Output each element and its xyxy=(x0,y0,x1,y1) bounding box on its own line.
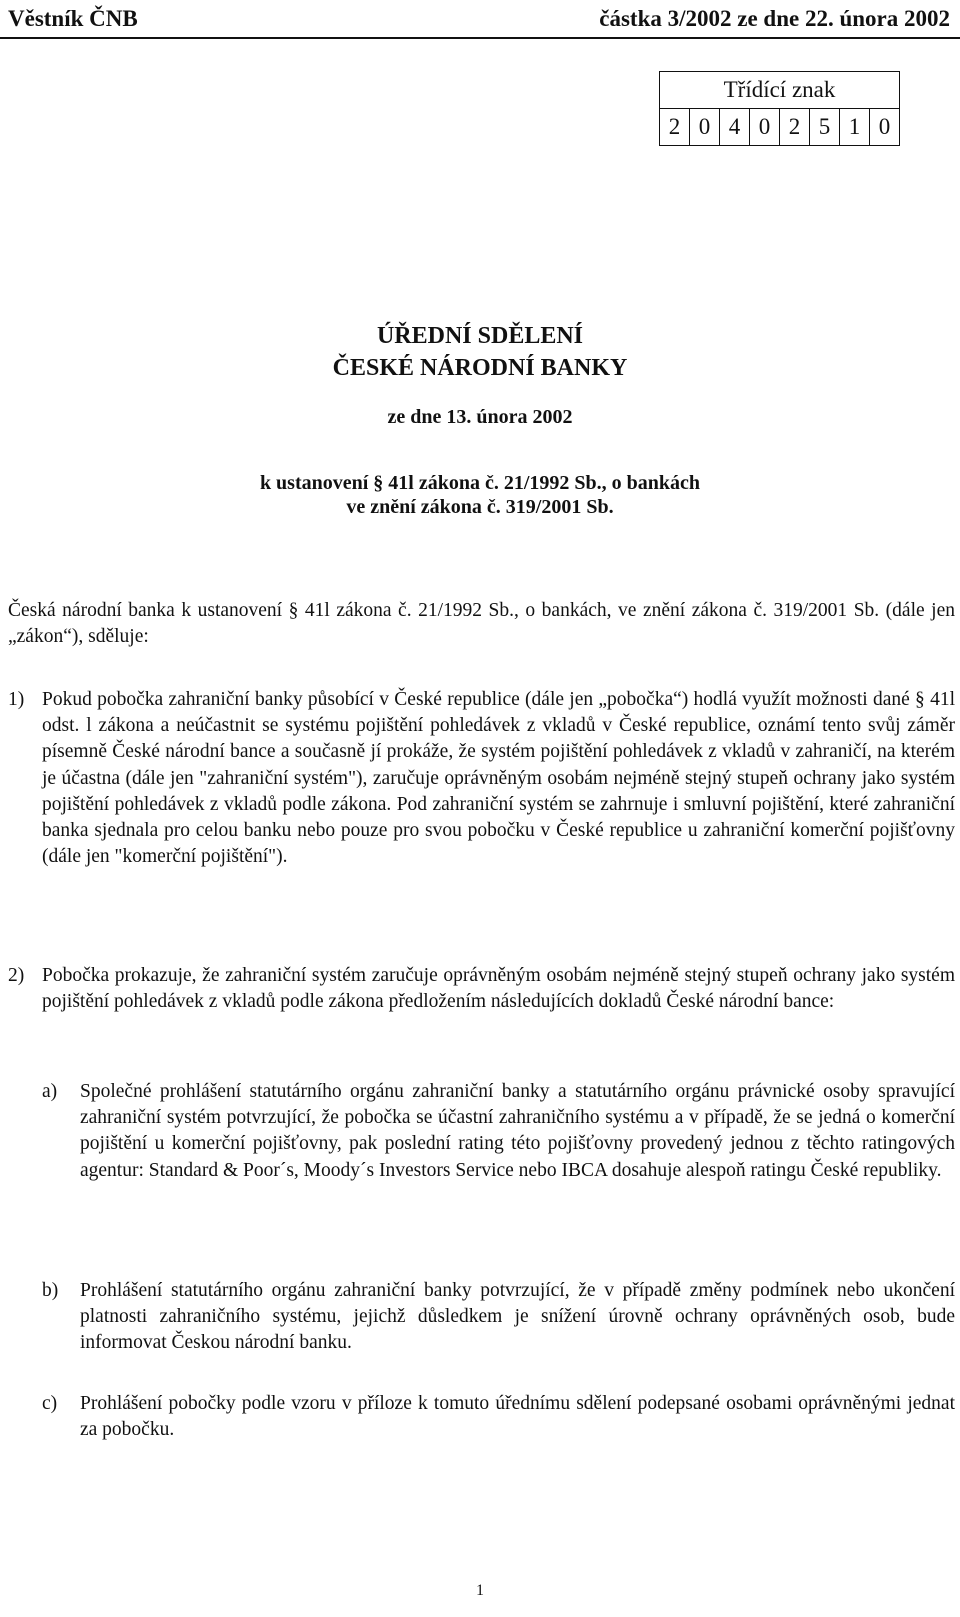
sub-item-letter: b) xyxy=(42,1280,59,1301)
paragraph-2: Pobočka prokazuje, že zahraniční systém zaručuje oprávněným osobám nejméně stejný stupeň ochrany jako systém pojištění pohledávek z vkladů podle zákona předložením následujících dokladů České národní bance: xyxy=(42,965,955,1013)
issue-info: částka 3/2002 ze dne 22. února 2002 xyxy=(599,6,950,31)
header-rule xyxy=(0,37,960,39)
classification-digit: 2 xyxy=(660,109,690,146)
document-subject-line1: k ustanovení § 41l zákona č. 21/1992 Sb., o bankách xyxy=(259,472,701,494)
document-title-line1: ÚŘEDNÍ SDĚLENÍ xyxy=(376,323,584,349)
intro-paragraph: Česká národní banka k ustanovení § 41l zákona č. 21/1992 Sb., o bankách, ve znění zákona č. 319/2001 Sb. (dále jen „zákon“), sděluje: xyxy=(8,600,955,648)
classification-digit: 0 xyxy=(690,109,720,146)
page-number: 1 xyxy=(476,1582,484,1599)
item-number: 1) xyxy=(8,689,25,710)
classification-box xyxy=(659,71,900,146)
item-number: 2) xyxy=(8,965,25,986)
bulletin-title: Věstník ČNB xyxy=(8,6,138,31)
classification-digit: 2 xyxy=(780,109,810,146)
sub-item-b: Prohlášení statutárního orgánu zahraniční banky potvrzující, že v případě změny podmínek nebo ukončení platnosti zahraničního systému, jejichž důsledkem je snížení úrovně ochrany oprávněných osob, bude informovat Českou národní banku. xyxy=(80,1280,955,1354)
sub-item-c: Prohlášení pobočky podle vzoru v příloze k tomuto úřednímu sdělení podepsané osobami oprávněnými jednat za pobočku. xyxy=(80,1393,955,1441)
classification-digit: 0 xyxy=(750,109,780,146)
paragraph-1: Pokud pobočka zahraniční banky působící v České republice (dále jen „pobočka“) hodlá využít možnosti dané § 41l odst. l zákona a neúčastnit se systému pojištění pohledávek z vkladů v České republice, oznámí tento svůj záměr písemně České národní bance a současně jí prokáže, že systém pojištění pohledávek z vkladů v zahraničí, na kterém je účastna (dále jen "zahraniční systém"), zaručuje oprávněným osobám nejméně stejný stupeň ochrany jako systém pojištění pohledávek z vkladů podle zákona. Pod zahraniční systém se zahrnuje i smluvní pojištění, které zahraniční banka sjednala pro celou banku nebo pouze pro svou pobočku v České republice u zahraniční komerční pojišťovny (dále jen "komerční pojištění"). xyxy=(42,689,955,868)
sub-item-letter: c) xyxy=(42,1393,58,1414)
document-subject-line2: ve znění zákona č. 319/2001 Sb. xyxy=(346,496,614,518)
document-title-line2: ČESKÉ NÁRODNÍ BANKY xyxy=(332,355,628,381)
classification-digit: 5 xyxy=(810,109,840,146)
sub-item-letter: a) xyxy=(42,1081,58,1102)
classification-digit: 1 xyxy=(840,109,870,146)
sub-item-a: Společné prohlášení statutárního orgánu zahraniční banky a statutárního orgánu právnické osoby spravující zahraniční systém potvrzující, že pobočka se účastní zahraničního systému a v případě, že se jedná o komerční pojištění u komerční pojišťovny, pak poslední rating této pojišťovny provedený jednou z těchto ratingových agentur: Standard & Poor´s, Moody´s Investors Service nebo IBCA dosahuje alespoň ratingu České republiky. xyxy=(80,1081,955,1181)
document-date: ze dne 13. února 2002 xyxy=(387,406,573,428)
classification-digit: 4 xyxy=(720,109,750,146)
classification-title: Třídící znak xyxy=(660,72,900,109)
classification-digit: 0 xyxy=(870,109,900,146)
